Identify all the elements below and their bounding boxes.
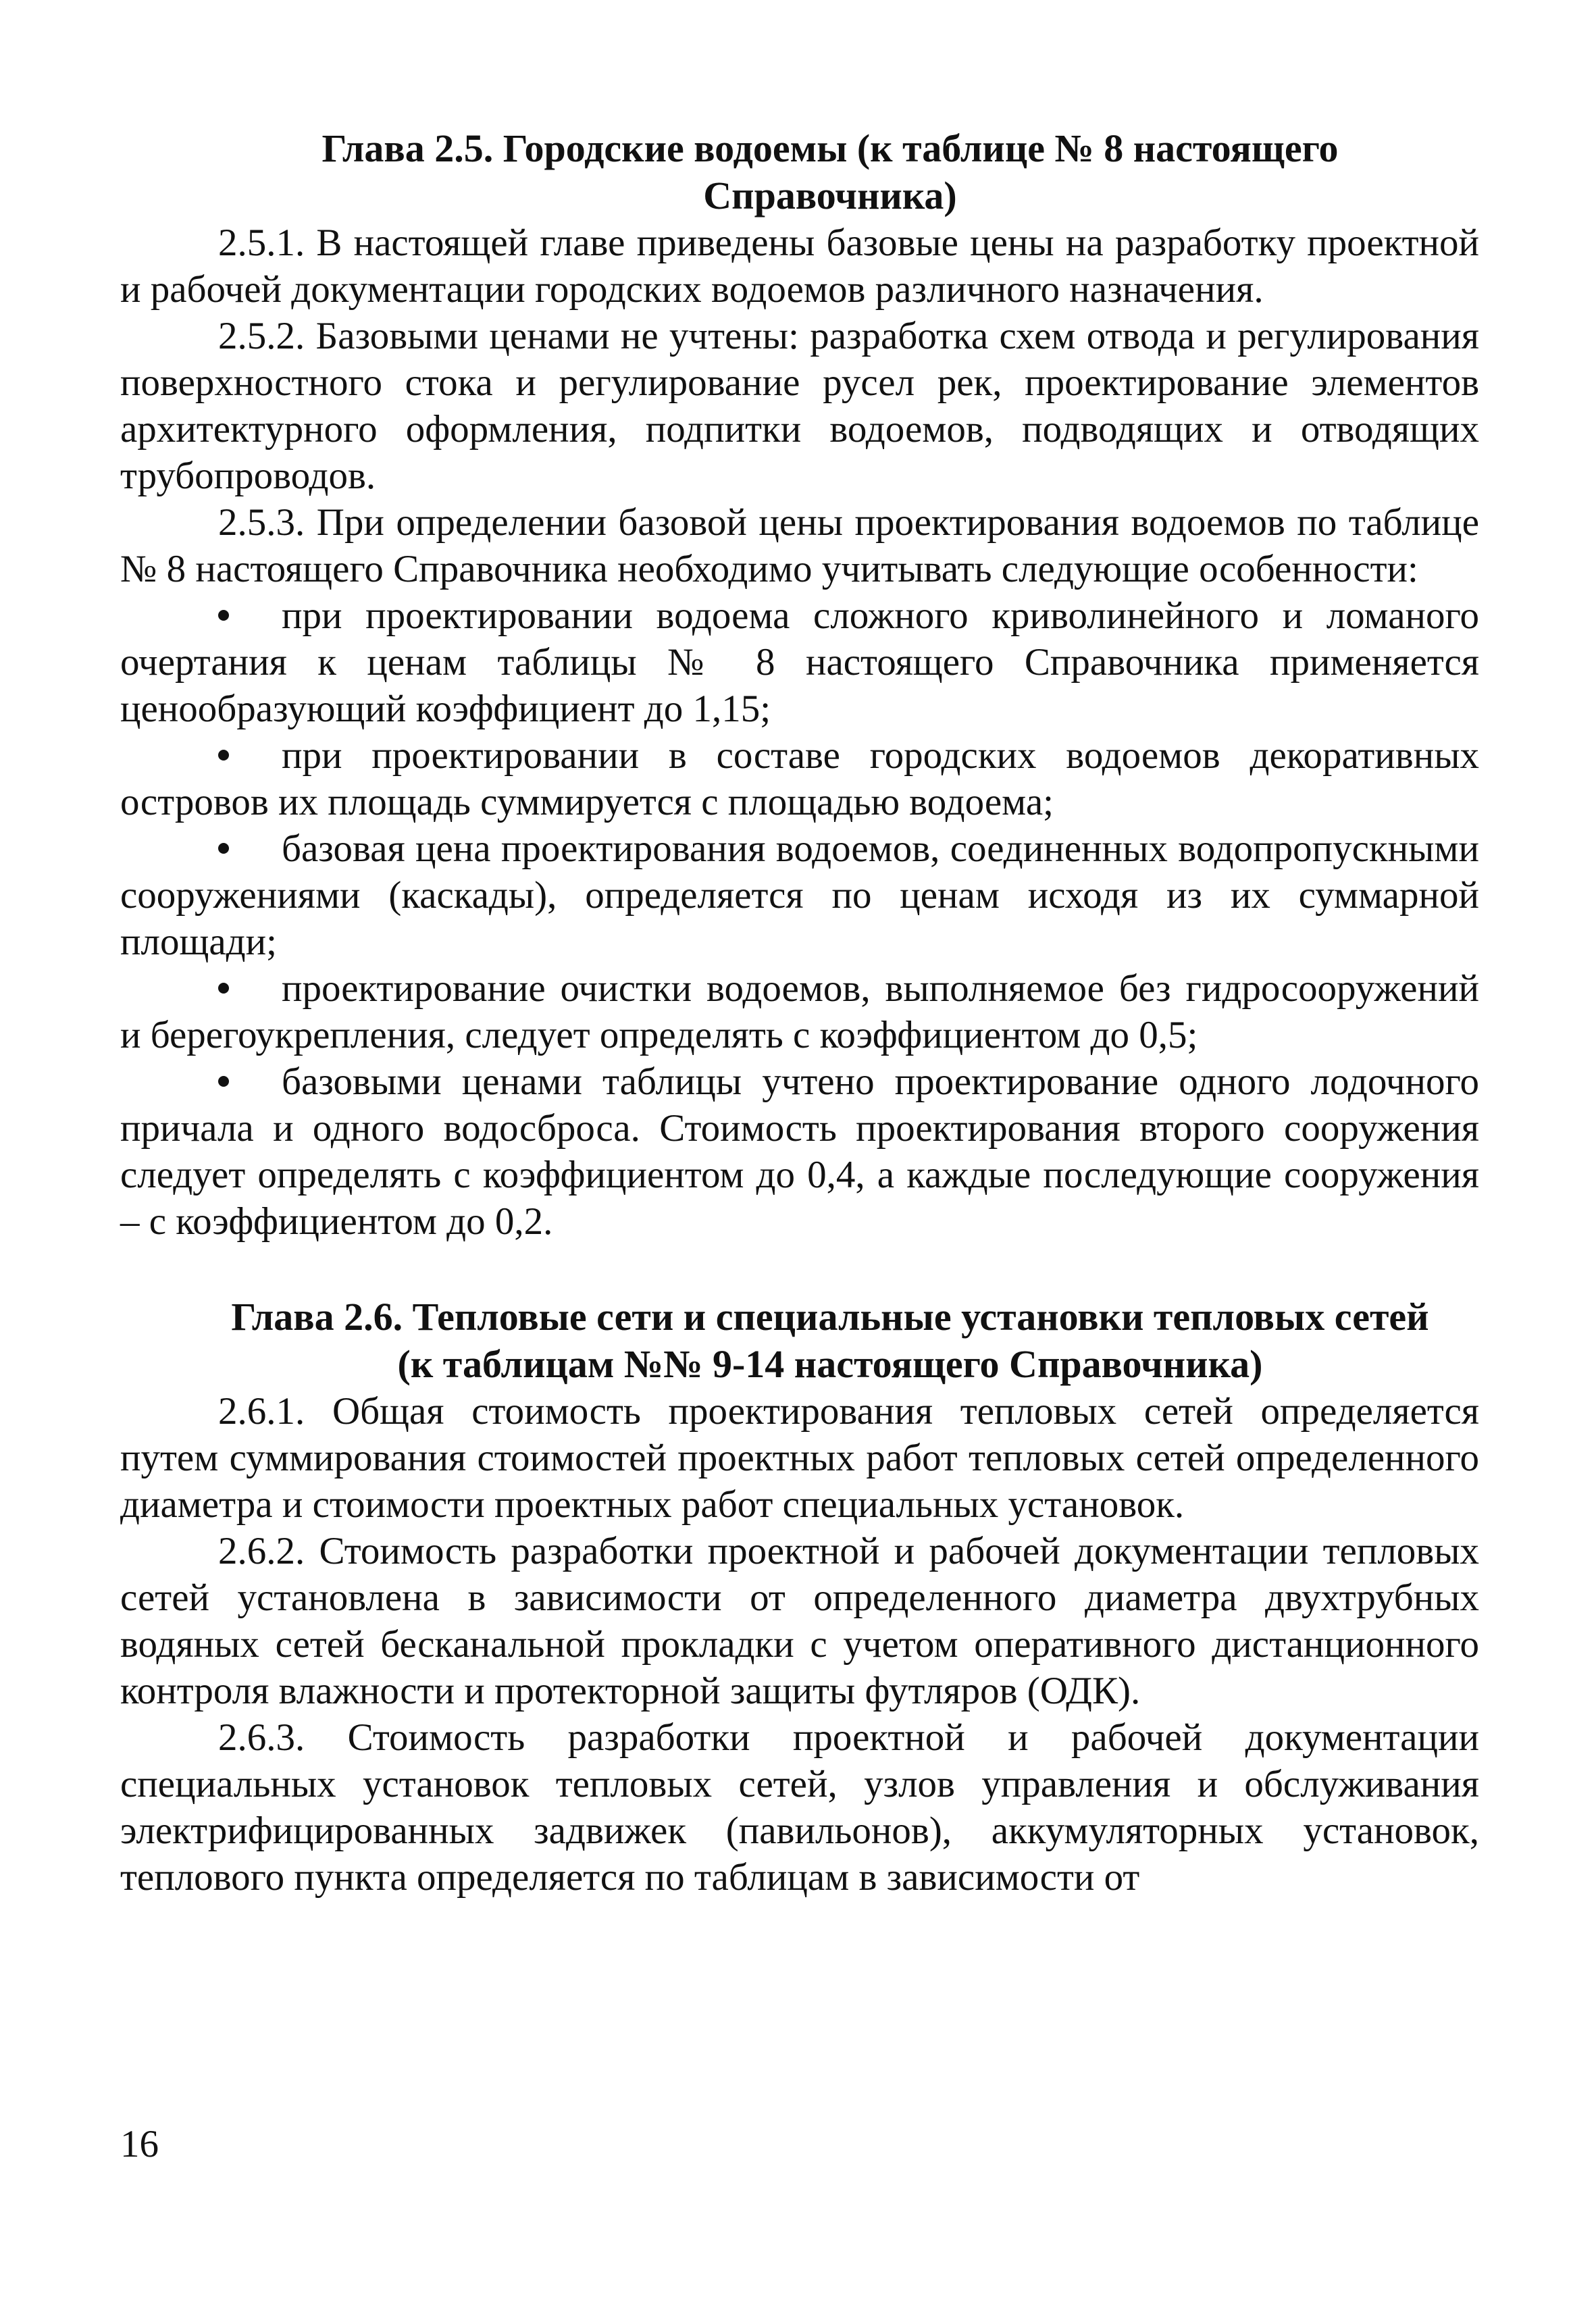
bullet-item	[120, 965, 1479, 1058]
chapter-2-5-title-line1: Глава 2.5. Городские водоемы (к таблице № 8 настоящего	[321, 126, 1339, 170]
chapter-2-5-title-line2: Справочника)	[703, 174, 957, 217]
paragraph-2-6-1: 2.6.1. Общая стоимость проектирования тепловых сетей определяется путем суммирования стоимостей проектных работ тепловых сетей определенного диаметра и стоимости проектных работ специальных установок.	[120, 1390, 1479, 1526]
bullet-icon	[218, 843, 229, 854]
bullet-icon	[218, 610, 229, 621]
bullet-item	[120, 825, 1479, 965]
chapter-2-6-title-line2: (к таблицам №№ 9-14 настоящего Справочника)	[397, 1342, 1263, 1386]
bullet-text: базовыми ценами таблицы учтено проектирование одного лодочного причала и одного водосброса. Стоимость проектирования второго сооружения следует определять с коэффициентом до 0,4, а каждые последующие сооружения – с коэффициентом до 0,2.	[120, 1060, 1479, 1243]
chapter-2-5-heading	[120, 125, 1479, 220]
paragraph-2-5-1: 2.5.1. В настоящей главе приведены базовые цены на разработку проектной и рабочей документации городских водоемов различного назначения.	[120, 222, 1479, 311]
page-content	[120, 125, 1479, 1901]
paragraph-2-5-3: 2.5.3. При определении базовой цены проектирования водоемов по таблице № 8 настоящего Справочника необходимо учитывать следующие особенности:	[120, 501, 1479, 590]
paragraph-2-6-2: 2.6.2. Стоимость разработки проектной и рабочей документации тепловых сетей установлена в зависимости от определенного диаметра двухтрубных водяных сетей бесканальной прокладки с учетом оперативного дистанционного контроля влажности и протекторной защиты футляров (ОДК).	[120, 1530, 1479, 1712]
bullet-item	[120, 1058, 1479, 1245]
bullet-text: при проектировании водоема сложного криволинейного и ломаного очертания к ценам таблицы № 8 настоящего Справочника применяется ценообразующий коэффициент до 1,15;	[120, 594, 1479, 730]
paragraph-2-6-3: 2.6.3. Стоимость разработки проектной и рабочей документации специальных установок тепловых сетей, узлов управления и обслуживания электрифицированных задвижек (павильонов), аккумуляторных установок, теплового пункта определяется по таблицам в зависимости от	[120, 1716, 1479, 1899]
bullet-text: базовая цена проектирования водоемов, соединенных водопропускными сооружениями (каскады), определяется по ценам исходя из их суммарной площади;	[120, 827, 1479, 963]
bullet-icon	[218, 750, 229, 761]
page-number: 16	[120, 2123, 159, 2165]
bullet-text: проектирование очистки водоемов, выполняемое без гидросооружений и берегоукрепления, следует определять с коэффициентом до 0,5;	[120, 967, 1479, 1056]
paragraph-2-5-2: 2.5.2. Базовыми ценами не учтены: разработка схем отвода и регулирования поверхностного стока и регулирование русел рек, проектирование элементов архитектурного оформления, подпитки водоемов, подводящих и отводящих трубопроводов.	[120, 315, 1479, 497]
bullet-item	[120, 732, 1479, 825]
bullet-text: при проектировании в составе городских водоемов декоративных островов их площадь суммируется с площадью водоема;	[120, 734, 1479, 823]
chapter-2-6-heading	[120, 1293, 1479, 1388]
bullet-icon	[218, 1076, 229, 1087]
chapter-2-6-title-line1: Глава 2.6. Тепловые сети и специальные установки тепловых сетей	[231, 1295, 1429, 1339]
bullet-item	[120, 592, 1479, 732]
bullet-icon	[218, 983, 229, 994]
